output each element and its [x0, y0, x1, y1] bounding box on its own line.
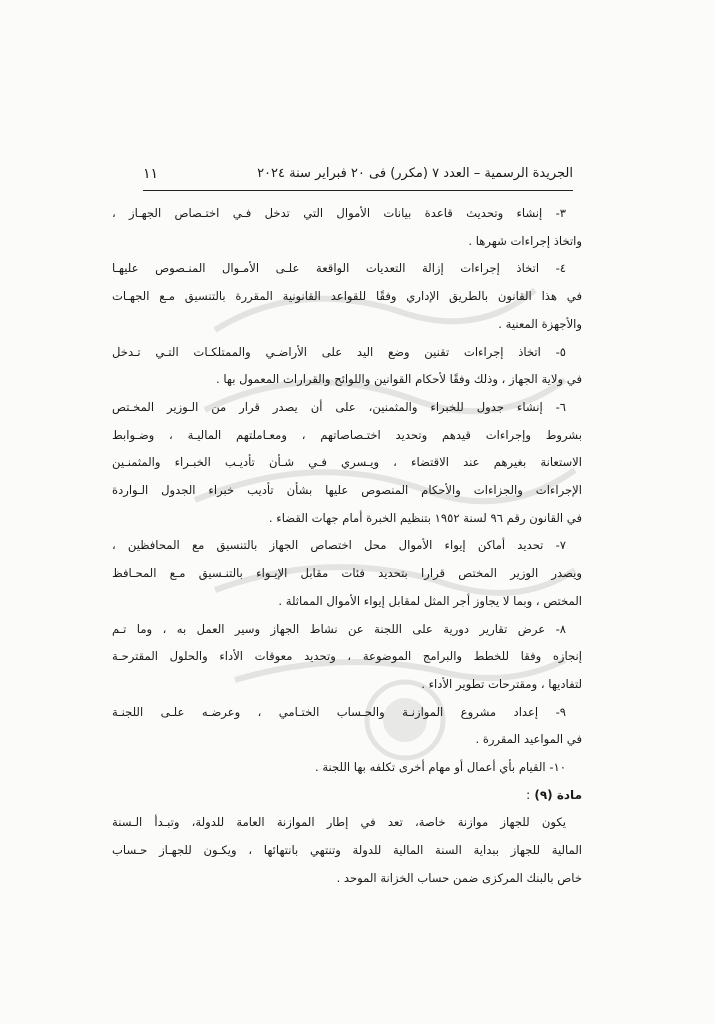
article-heading	[112, 782, 582, 810]
list-item	[112, 339, 582, 394]
text-line: ٧- تحديد أماكن إيواء الأموال محل اختصاص الجهاز بالتنسيق مع المحافظين ،	[112, 538, 566, 553]
text-line: يكون للجهاز موازنة خاصة، تعد في إطار الموازنة العامة للدولة، وتبـدأ الـسنة	[112, 815, 566, 830]
text-line: ٩- إعداد مشروع الموازنـة والحـساب الختـامي ، وعرضـه علـى اللجنـة	[112, 704, 566, 719]
text-line: ٤- اتخاذ إجراءات إزالة التعديات الواقعة علـى الأمـوال المنـصوص عليهـا	[112, 261, 566, 276]
text-line: والأجهزة المعنية .	[498, 316, 582, 331]
document-body	[112, 200, 582, 893]
article-number: مادة (٩)	[534, 787, 582, 802]
article-paragraph	[112, 809, 582, 892]
text-line: ويصدر الوزير المختص قرارا بتحديد فئات مقابل الإيـواء بالتنـسيق مـع المحـافظ	[112, 566, 582, 581]
text-line: في هذا القانون بالطريق الإداري وفقًا للقواعد القانونية المقررة بالتنسيق مـع الجهـات	[112, 289, 582, 304]
text-line: المالية للجهاز ببداية السنة المالية للدولة وتنتهي بانتهائها ، ويكـون للجهـاز حـساب	[112, 843, 582, 858]
text-line: خاص بالبنك المركزى ضمن حساب الخزانة الموحد .	[336, 870, 582, 885]
text-line: في المواعيد المقررة .	[475, 732, 582, 747]
text-line: في القانون رقم ٩٦ لسنة ١٩٥٢ بتنظيم الخبرة أمام جهات القضاء .	[268, 510, 582, 525]
text-line: ٣- إنشاء وتحديث قاعدة بيانات الأموال التي تدخل فـي اختـصاص الجهـاز ،	[112, 206, 566, 220]
text-line: المختص ، وبما لا يجاوز أجر المثل لمقابل إيواء الأموال المماثلة .	[278, 593, 582, 608]
text-line: الاستعانة بغيرهم عند الاقتضاء ، ويـسري فـي شـأن تأديـب الخبـراء والمثمنـين	[112, 455, 582, 470]
text-line: ٦- إنشاء جدول للخبراء والمثمنين، على أن يصدر قرار من الـوزير المخـتص	[112, 399, 566, 414]
text-line: بشروط وإجراءات قيدهم وتحديد اختـصاصاتهم ، ومعـاملتهم الماليـة ، وضـوابط	[112, 427, 582, 442]
text-line: الإجراءات والجزاءات والأحكام المنصوص عليها بشأن تأديب خبراء الجدول الـواردة	[112, 483, 582, 498]
list-item	[112, 699, 582, 754]
gazette-title: الجريدة الرسمية – العدد ٧ (مكرر) فى ٢٠ فبراير سنة ٢٠٢٤	[257, 166, 573, 181]
text-line: واتخاذ إجراءات شهرها .	[468, 233, 582, 248]
list-item	[112, 394, 582, 533]
page-header	[143, 162, 573, 188]
text-line: لتفاديها ، ومقترحات تطوير الأداء .	[421, 676, 582, 691]
list-item	[112, 754, 582, 782]
text-line: ٨- عرض تقارير دورية على اللجنة عن نشاط الجهاز وسير العمل به ، وما تـم	[112, 621, 566, 636]
text-line: إنجازه وفقا للخطط والبرامج الموضوعة ، وتحديد معوقات الأداء والحلول المقترحـة	[112, 649, 582, 664]
list-item	[112, 532, 582, 615]
header-divider	[143, 190, 573, 191]
text-line: في ولاية الجهاز ، وذلك وفقًا لأحكام القوانين واللوائح والقرارات المعمول بها .	[215, 372, 582, 387]
list-item	[112, 255, 582, 338]
text-line: ١٠- القيام بأي أعمال أو مهام أخرى تكلفه بها اللجنة .	[314, 760, 566, 775]
text-line: ٥- اتخاذ إجراءات تقنين وضع اليد على الأراضـي والممتلكـات التـي تـدخل	[112, 344, 566, 359]
article-colon: :	[526, 787, 531, 802]
page-number: ١١	[143, 166, 159, 182]
list-item	[112, 616, 582, 699]
list-item	[112, 200, 582, 255]
